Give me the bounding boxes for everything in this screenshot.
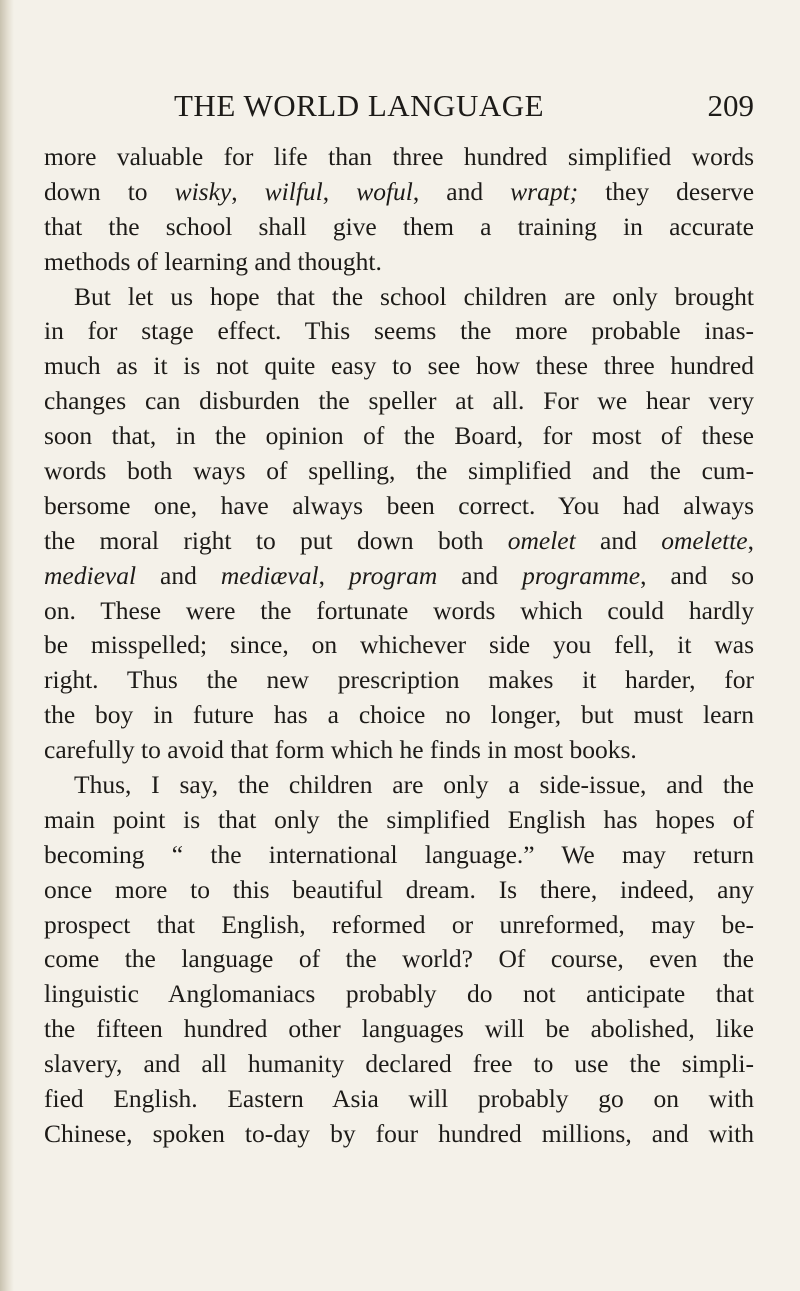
text-line [44,838,754,873]
italic-word: omelette [661,525,748,555]
text-segment: linguistic Anglomaniacs probably do not anticipate that [44,979,754,1009]
text-segment: in for stage effect. This seems the more probable inas- [44,316,754,346]
text-segment: and [437,560,523,590]
italic-word: woful [356,176,413,206]
text-segment: bersome one, have always been correct. You had always [44,490,754,520]
italic-word: medieval [44,560,137,590]
text-line [44,245,754,280]
running-title: THE WORLD LANGUAGE [174,88,545,123]
text-segment: , [231,176,265,206]
page-number: 209 [707,88,754,123]
page-binding-edge [0,0,14,1291]
text-line [44,1047,754,1082]
running-head [44,88,774,132]
text-line [44,663,754,698]
text-segment: that the school shall give them a training in accurate [44,211,754,241]
text-segment: once more to this beautiful dream. Is there, indeed, any [44,874,754,904]
text-segment: prospect that English, reformed or unreformed, may be- [44,909,754,939]
italic-word: omelet [507,525,576,555]
text-segment: slavery, and all humanity declared free to use the simpli- [44,1049,754,1079]
text-line [44,942,754,977]
italic-word: wilful [264,176,323,206]
text-segment: methods of learning and thought. [44,246,382,276]
text-segment: , [747,525,754,555]
text-segment: , [318,560,349,590]
text-segment: be misspelled; since, on whichever side you fell, it was [44,630,754,660]
text-line [44,524,754,559]
text-line [44,873,754,908]
text-line [44,349,754,384]
text-segment: main point is that only the simplified English has hopes of [44,804,754,834]
text-segment: more valuable for life than three hundred simplified words [44,142,754,171]
text-line [44,489,754,524]
text-line [44,1117,754,1152]
italic-word: wrapt; [510,176,579,206]
body-text [44,140,754,1152]
italic-word: wisky [174,176,232,206]
text-segment: carefully to avoid that form which he finds in most books. [44,735,637,765]
text-segment: and [575,525,662,555]
text-segment: the fifteen hundred other languages will be abolished, like [44,1014,754,1044]
text-segment: words both ways of spelling, the simplified and the cum- [44,456,754,486]
text-line [44,1012,754,1047]
text-segment: fied English. Eastern Asia will probably go on with [44,1084,754,1114]
text-segment: Chinese, spoken to-day by four hundred millions, and with [44,1118,754,1148]
text-line [44,628,754,663]
text-segment: come the language of the world? Of course, even the [44,944,754,974]
text-line [44,280,754,315]
text-line [44,908,754,943]
italic-word: mediæval [220,560,319,590]
text-segment: , and so [640,560,754,590]
text-line [44,384,754,419]
text-segment: , and [412,176,511,206]
text-line [44,314,754,349]
text-segment: the boy in future has a choice no longer, but must learn [44,700,754,730]
text-line [44,140,754,175]
text-line [44,210,754,245]
text-line [44,768,754,803]
text-line [44,419,754,454]
text-segment: But let us hope that the school children are only brought [74,281,754,311]
text-segment: much as it is not quite easy to see how these three hundred [44,351,754,381]
text-line [44,698,754,733]
text-segment: the moral right to put down both [44,525,508,555]
text-line [44,1082,754,1117]
text-segment: on. These were the fortunate words which could hardly [44,595,754,625]
text-segment: soon that, in the opinion of the Board, for most of these [44,421,754,451]
text-segment: down to [44,176,175,206]
text-segment: they deserve [578,176,755,206]
text-segment: Thus, I say, the children are only a side-issue, and the [74,770,754,800]
text-segment: changes can disburden the speller at all. For we hear very [44,386,754,416]
italic-word: program [348,560,438,590]
text-line [44,594,754,629]
text-segment: becoming “ the international language.” We may return [44,839,754,869]
text-line [44,803,754,838]
text-segment: right. Thus the new prescription makes it harder, for [44,665,754,695]
text-line [44,733,754,768]
text-line [44,454,754,489]
text-segment: and [136,560,221,590]
text-line [44,175,754,210]
text-segment: , [322,176,357,206]
text-line [44,559,754,594]
italic-word: programme [522,560,641,590]
text-line [44,977,754,1012]
